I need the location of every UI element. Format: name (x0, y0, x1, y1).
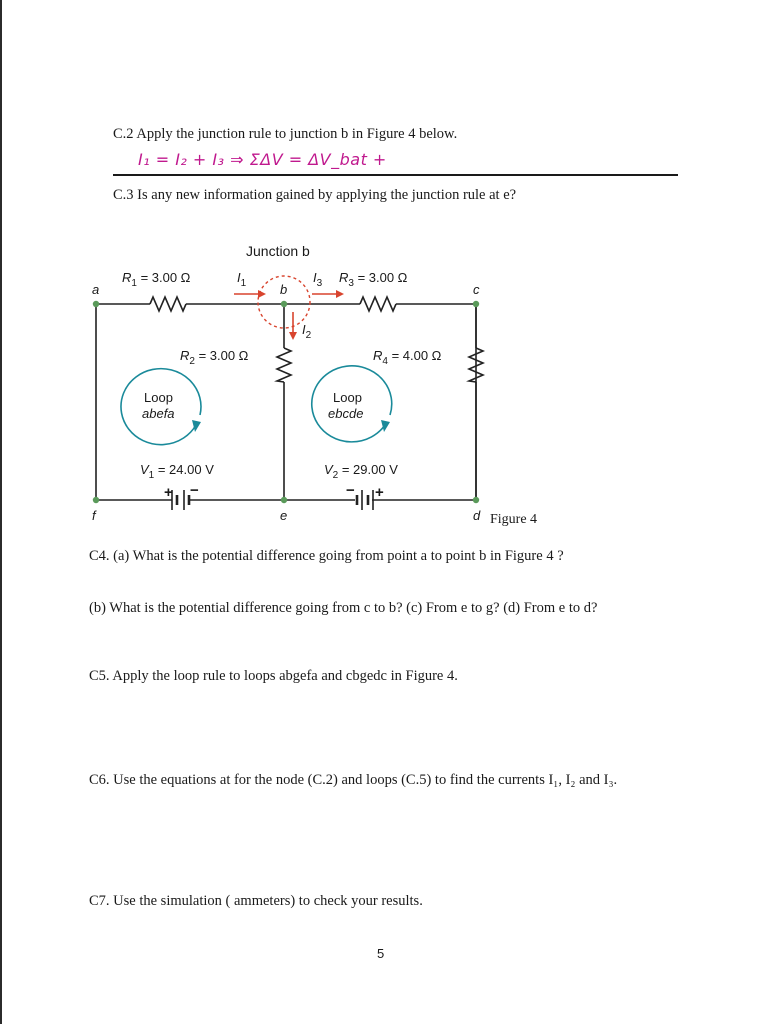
v1-label: $V_1 = 24.00$ V (140, 462, 214, 481)
question-c5: C5. Apply the loop rule to loops abgefa and cbgedc in Figure 4. (89, 668, 458, 684)
node-a-label: a (92, 282, 100, 297)
loop-ebcde-label-line2: ebcde (328, 406, 364, 421)
question-c7: C7. Use the simulation ( ammeters) to check your results. (89, 893, 423, 909)
i2-label: $I_2$ (302, 322, 312, 341)
v2-plus-sign: + (375, 484, 384, 501)
i1-label: $I_1$ (237, 270, 247, 289)
page-number: 5 (377, 946, 385, 961)
question-c3: C.3 Is any new information gained by applying the junction rule at e? (113, 187, 517, 203)
question-c6: C6. Use the equations at for the node (C.2) and loops (C.5) to find the currents I₁, I₂ and I₃. (89, 772, 618, 788)
resistor-r3 (360, 297, 396, 311)
r3-label: $R_3 = 3.00$ Ω (339, 270, 408, 289)
node-c-label: c (473, 282, 480, 297)
battery-v2 (357, 490, 373, 510)
node-b-label: b (280, 282, 288, 297)
question-c4a: C4. (a) What is the potential difference going from point a to point b in Figure 4 ? (89, 548, 564, 564)
r1-label: $R_1 = 3.00$ Ω (122, 270, 191, 289)
resistor-r1 (150, 297, 186, 311)
node-f-label: f (92, 508, 96, 523)
v2-label: $V_2 = 29.00$ V (324, 462, 398, 481)
v1-minus-sign: − (190, 482, 199, 499)
handwritten-answer-c2: I₁ = I₂ + I₃ ⇒ ΣΔV = ΔV_bat + (138, 150, 387, 169)
r2-label: $R_2 = 3.00$ Ω (180, 348, 249, 367)
i3-label: $I_3$ (313, 270, 323, 289)
current-arrow-i2 (289, 312, 297, 340)
node-d-label: d (473, 508, 481, 523)
loop-ebcde-label-line1: Loop (333, 390, 362, 405)
current-arrow-i3 (312, 290, 344, 298)
loop-abefa-label-line2: abefa (142, 406, 175, 421)
question-c2: C.2 Apply the junction rule to junction b in Figure 4 below. (113, 126, 458, 142)
resistor-r2 (277, 348, 291, 382)
junction-b-label: Junction b (246, 243, 310, 259)
r4-label: $R_4 = 4.00$ Ω (373, 348, 442, 367)
loop-abefa-label-line1: Loop (144, 390, 173, 405)
question-c4b: (b) What is the potential difference going from c to b? (c) From e to g? (d) From e to d? (89, 600, 598, 616)
v2-minus-sign: − (346, 482, 355, 499)
current-arrow-i1 (234, 290, 266, 298)
node-e-label: e (280, 508, 288, 523)
figure-caption: Figure 4 (490, 512, 538, 527)
v1-plus-sign: + (164, 484, 173, 501)
battery-v1 (172, 490, 189, 510)
